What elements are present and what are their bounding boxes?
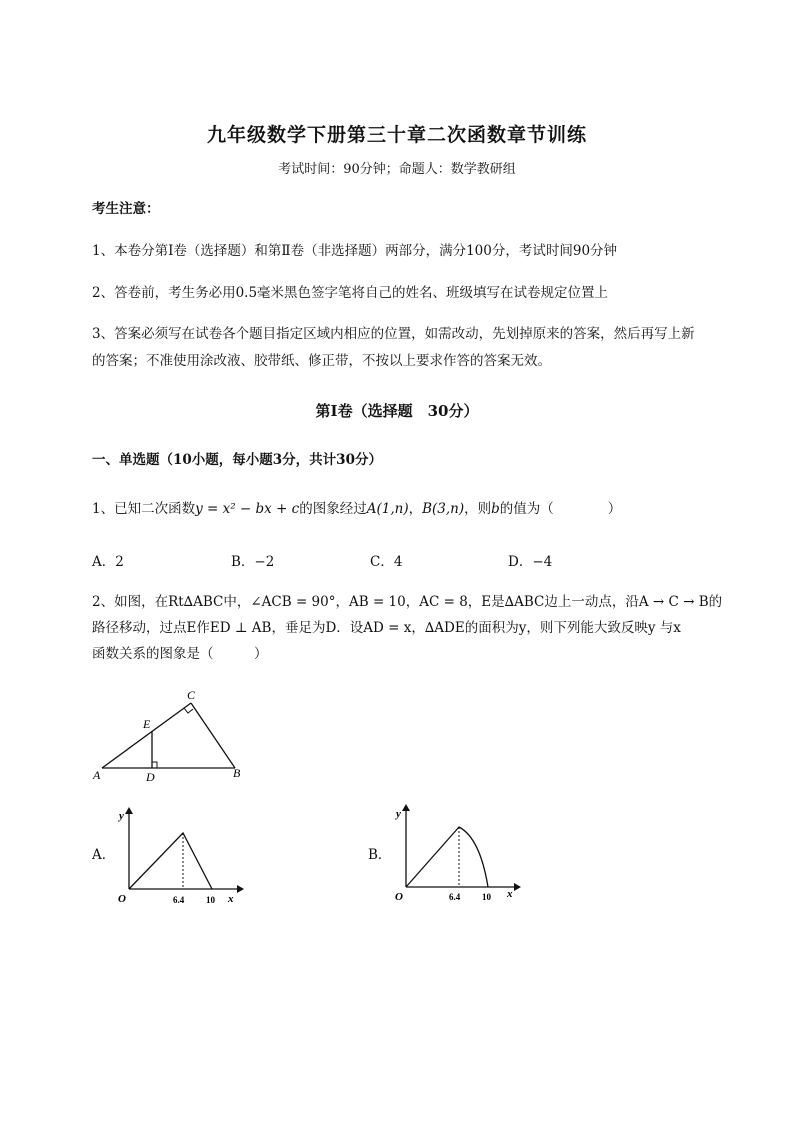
origin-label: O (118, 893, 126, 905)
q1-var: b (491, 501, 500, 517)
page-title: 九年级数学下册第三十章二次函数章节训练 (206, 124, 587, 146)
question-1 (92, 496, 621, 523)
axis-y-label: y (396, 808, 401, 820)
q2-line-2: 路径移动，过点E作ED ⊥ AB，垂足为D．设AD = x，∆ADE的面积为y，则下列能大致反映y 与x (92, 620, 681, 636)
q2-option-b-label[interactable]: B． (368, 847, 392, 863)
axis-x-label: x (507, 888, 513, 900)
tick-label-10: 10 (482, 892, 491, 902)
tick-label-6-4: 6.4 (173, 895, 185, 905)
q1-ask-pre: ，则 (464, 501, 492, 517)
q2-option-a-graph[interactable] (115, 805, 245, 905)
q2-option-a-label[interactable]: A． (92, 847, 116, 863)
q1-sep: ， (408, 501, 423, 517)
label-d: D (146, 770, 155, 784)
notice-item-3-cont: 的答案；不准使用涂改液、胶带纸、修正带，不按以上要求作答的答案无效。 (92, 353, 551, 369)
notice-item-2: 2、答卷前，考生务必用0.5毫米黑色签字笔将自己的姓名、班级填写在试卷规定位置上 (92, 285, 609, 301)
q1-option-c[interactable]: C．4 (370, 554, 403, 570)
q1-mid: 的图象经过 (299, 501, 367, 517)
q2-option-b-graph[interactable] (392, 800, 522, 905)
origin-label: O (395, 891, 403, 903)
axis-x-label: x (228, 893, 234, 905)
part-heading: 一、单选题（10小题，每小题3分，共计30分） (92, 452, 382, 468)
q1-prefix: 1、已知二次函数 (92, 501, 196, 517)
notice-heading: 考生注意： (92, 201, 160, 217)
q1-option-a[interactable]: A．2 (92, 554, 124, 570)
tick-label-10: 10 (206, 895, 215, 905)
notice-item-3: 3、答案必须写在试卷各个题目指定区域内相应的位置，如需改动，先划掉原来的答案，然后再写上新 (92, 326, 695, 342)
label-a: A (93, 768, 101, 782)
q2-line-1: 2、如图，在Rt∆ABC中，∠ACB = 90°，AB = 10，AC = 8，E是∆ABC边上一动点，沿A → C → B的 (92, 594, 723, 610)
tick-label-6-4: 6.4 (449, 892, 461, 902)
triangle-figure (90, 686, 260, 786)
label-b: B (233, 766, 241, 780)
page-subtitle: 考试时间：90分钟；命题人：数学教研组 (278, 162, 516, 177)
q1-point-b: B(3,n) (422, 501, 465, 517)
label-c: C (187, 688, 196, 702)
q1-ask-post: 的值为（ ） (499, 501, 622, 517)
section-title: 第I卷（选择题 30分） (315, 402, 479, 420)
q1-option-d[interactable]: D．−4 (508, 554, 553, 570)
q1-point-a: A(1,n) (366, 501, 409, 517)
axis-y-label: y (119, 810, 124, 822)
q1-option-b[interactable]: B．−2 (231, 554, 275, 570)
q1-function: y = x² − bx + c (195, 501, 300, 517)
notice-item-1: 1、本卷分第I卷（选择题）和第Ⅱ卷（非选择题）两部分，满分100分，考试时间90分钟 (92, 243, 618, 259)
q2-line-3: 函数关系的图象是（ ） (92, 646, 268, 662)
label-e: E (143, 717, 151, 731)
